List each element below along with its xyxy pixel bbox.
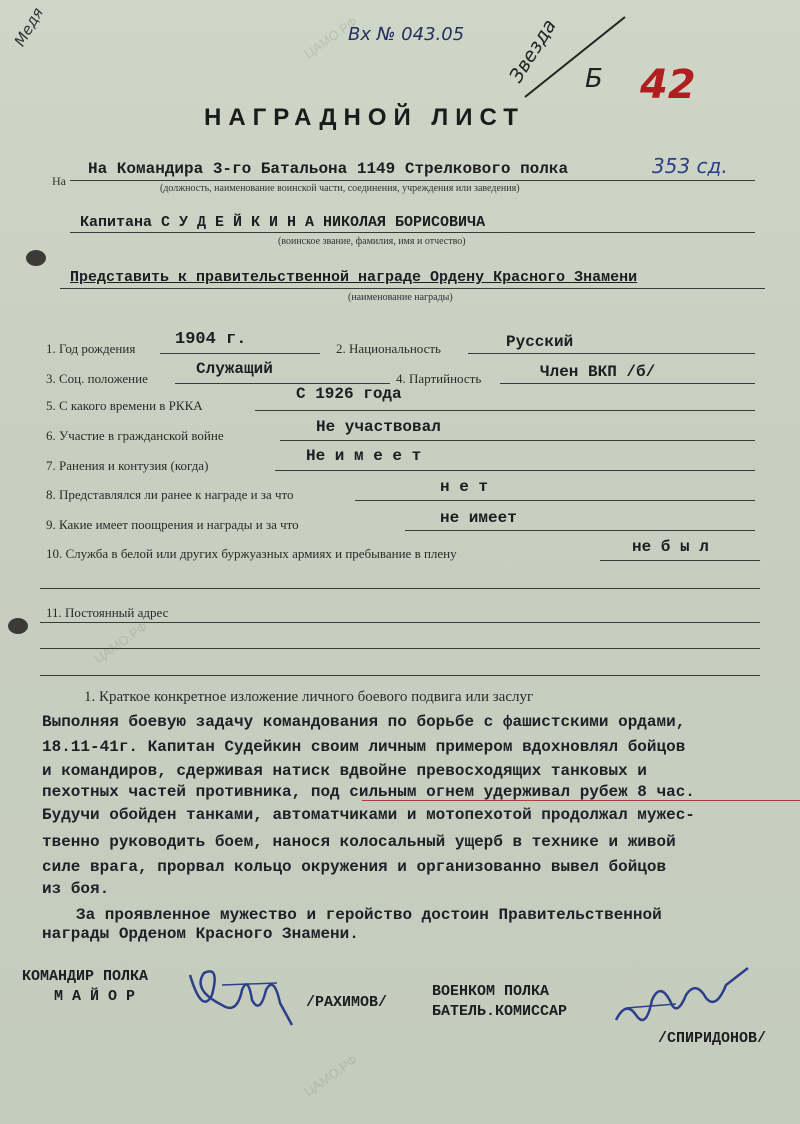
left-signatory-title: КОМАНДИР ПОЛКА	[22, 968, 149, 985]
field-address-line	[40, 622, 760, 623]
punch-hole-top	[26, 250, 46, 266]
watermark: ЦАМО.РФ	[301, 1051, 361, 1100]
conclusion-line-2: награды Орденом Красного Знамени.	[42, 925, 359, 943]
award-requested: Представить к правительственной награде Ордену Красного Знамени	[70, 269, 638, 286]
corner-note: Медя	[10, 4, 47, 50]
narrative-line: Выполняя боевую задачу командования по борьбе с фашистскими ордами,	[42, 713, 686, 731]
conclusion-line-1: За проявленное мужество и геройство достоин Правительственной	[76, 906, 662, 924]
field-birth-year-label: 1. Год рождения	[46, 341, 136, 356]
field-birth-year-line	[160, 353, 320, 354]
right-signatory-name: /СПИРИДОНОВ/	[658, 1030, 767, 1047]
field-prior-award-line	[355, 500, 755, 501]
field-party-label: 4. Партийность	[396, 371, 482, 386]
field-rkka-label: 5. С какого времени в РККА	[46, 398, 203, 413]
field-address-label: 11. Постоянный адрес	[46, 605, 169, 620]
recipient-name-caption: (воинское звание, фамилия, имя и отчество)	[278, 236, 466, 247]
field-social-value: Служащий	[196, 360, 273, 378]
right-signature-icon	[606, 960, 756, 1035]
recipient-position-caption: (должность, наименование воинской части, соединения, учреждения или заведения)	[160, 183, 520, 194]
field-prior-award-label: 8. Представлялся ли ранее к награде и за что	[46, 487, 294, 502]
narrative-line: из боя.	[42, 880, 110, 898]
left-signatory-name: /РАХИМОВ/	[306, 994, 388, 1011]
recipient-position-line	[70, 180, 755, 181]
field-white-army-line	[600, 560, 760, 561]
field-prior-award-value: н е т	[440, 478, 489, 496]
field-white-army-label: 10. Служба в белой или других буржуазных армиях и пребывание в плену	[46, 546, 457, 561]
field-civil-war-label: 6. Участие в гражданской войне	[46, 428, 224, 443]
field-wounds-value: Не и м е е т	[306, 447, 422, 465]
narrative-heading: 1. Краткое конкретное изложение личного боевого подвига или заслуг	[84, 689, 534, 705]
right-signatory-title: ВОЕНКОМ ПОЛКА	[432, 983, 550, 1000]
field-honors-value: не имеет	[440, 509, 517, 527]
right-signatory-rank: БАТЕЛЬ.КОМИССАР	[432, 1003, 568, 1020]
field-civil-war-value: Не участвовал	[316, 418, 441, 436]
field-rkka-line	[255, 410, 755, 411]
field-rkka-value: С 1926 года	[296, 385, 402, 403]
field-civil-war-line	[280, 440, 755, 441]
division-handwritten: 353 сд.	[652, 154, 728, 178]
incoming-number: Вх № 043.05	[348, 24, 465, 45]
field-wounds-label: 7. Ранения и контузия (когда)	[46, 458, 209, 473]
red-underline	[362, 800, 800, 801]
left-signature-icon	[182, 955, 302, 1030]
award-line	[60, 288, 765, 289]
narrative-line: 18.11-41г. Капитан Судейкин своим личным примером вдохновлял бойцов	[42, 738, 686, 756]
narrative-line: твенно руководить боем, нанося колосальный ущерб в технике и живой	[42, 833, 676, 851]
recipient-name-line	[70, 232, 755, 233]
field-birth-year-value: 1904 г.	[175, 330, 247, 349]
field-honors-label: 9. Какие имеет поощрения и награды и за что	[46, 517, 299, 532]
narrative-line: и командиров, сдерживая натиск вдвойне превосходящих танковых и	[42, 762, 647, 780]
watermark: ЦАМО.РФ	[91, 618, 151, 667]
narrative-line: пехотных частей противника, под сильным огнем удерживал рубеж 8 час.	[42, 783, 695, 801]
field-wounds-line	[275, 470, 755, 471]
recipient-name: Капитана С У Д Е Й К И Н А НИКОЛАЯ БОРИСОВИЧА	[80, 214, 486, 231]
field-social-label: 3. Соц. положение	[46, 371, 148, 386]
award-caption: (наименование награды)	[348, 292, 453, 303]
diagonal-stroke-icon	[520, 12, 630, 102]
recipient-prefix: На	[52, 174, 66, 188]
field-nationality-label: 2. Национальность	[336, 341, 441, 356]
field-social-line	[175, 383, 390, 384]
field-nationality-value: Русский	[506, 333, 574, 351]
watermark: ЦАМО.РФ	[301, 13, 361, 62]
recipient-position: На Командира 3-го Батальона 1149 Стрелкового полка	[88, 160, 569, 178]
field-honors-line	[405, 530, 755, 531]
narrative-line: силе врага, прорвал кольцо окружения и организованно вывел бойцов	[42, 858, 667, 876]
field-white-army-value: не б ы л	[632, 538, 709, 556]
page-title: НАГРАДНОЙ ЛИСТ	[204, 104, 525, 131]
field-address-line-3	[40, 675, 760, 676]
left-signatory-rank: М А Й О Р	[54, 988, 136, 1005]
punch-hole-bottom	[8, 618, 28, 634]
narrative-line: Будучи обойден танками, автоматчиками и мотопехотой продолжал мужес-	[42, 806, 695, 824]
field-address-line-2	[40, 648, 760, 649]
stamp-note-b: Б	[585, 64, 603, 94]
field-party-value: Член ВКП /б/	[540, 363, 656, 381]
field-white-army-line-2	[40, 588, 760, 589]
field-nationality-line	[468, 353, 755, 354]
red-mark: 42	[640, 62, 696, 108]
stamp-note-zvezda: Звезда	[505, 15, 561, 87]
field-party-line	[500, 383, 755, 384]
